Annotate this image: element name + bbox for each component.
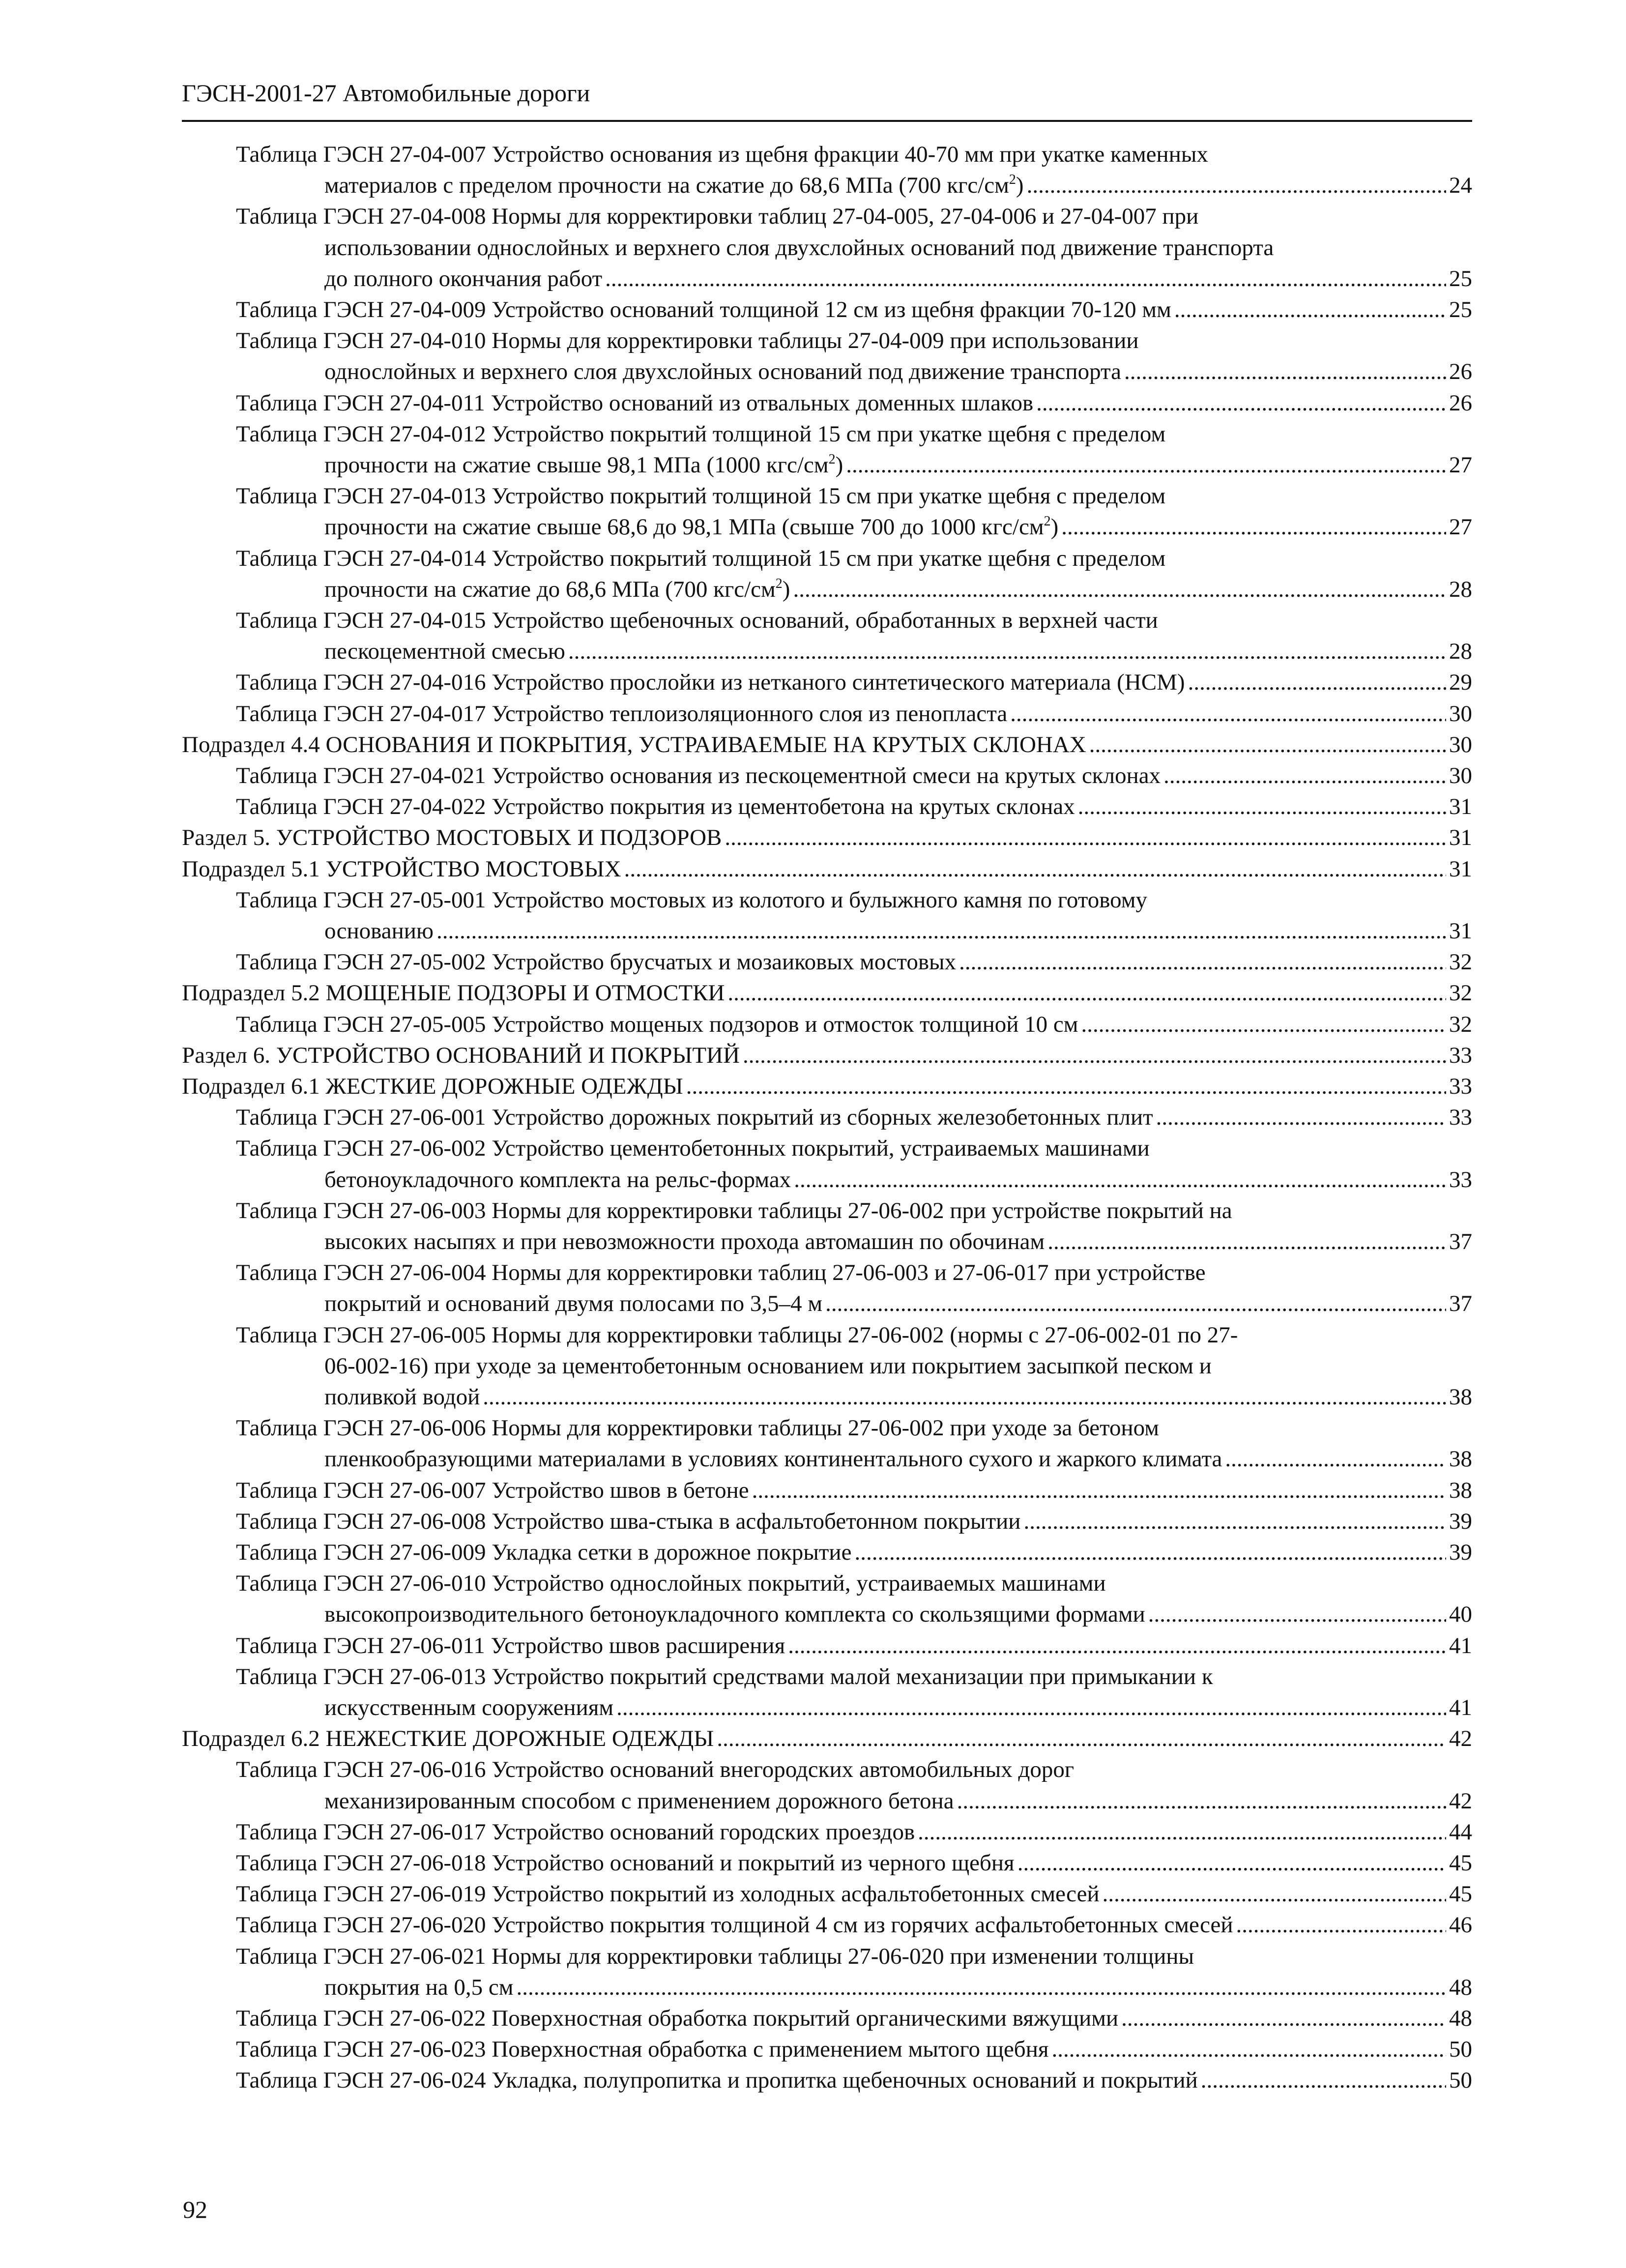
toc-page-number: 50 <box>1449 2067 1472 2094</box>
toc-page-number: 26 <box>1449 390 1472 416</box>
dot-leader <box>854 1539 1446 1566</box>
toc-entry-line <box>236 793 1472 823</box>
toc-entry-text: Таблица ГЭСН 27-06-023 Поверхностная обработка с применением мытого щебня <box>236 2036 1049 2063</box>
toc-entry-line <box>324 1788 1472 1817</box>
toc-entry-text: Таблица ГЭСН 27-06-016 Устройство оснований внегородских автомобильных дорог <box>236 1757 1074 1783</box>
toc-entry-text: Таблица ГЭСН 27-04-015 Устройство щебеночных оснований, обработанных в верхней части <box>236 608 1158 633</box>
toc-page-number: 27 <box>1449 514 1472 540</box>
toc-entry-line <box>324 576 1472 606</box>
dot-leader <box>743 1042 1446 1069</box>
toc-page-number: 39 <box>1449 1540 1472 1565</box>
toc-entry-line <box>324 172 1472 202</box>
toc-page-number: 33 <box>1449 1166 1472 1192</box>
dot-leader <box>959 949 1446 975</box>
toc-entry-text: Таблица ГЭСН 27-04-009 Устройство оснований толщиной 12 см из щебня фракции 70-120 мм <box>236 297 1171 322</box>
dot-leader <box>1174 296 1446 323</box>
toc-entry-text: использовании однослойных и верхнего слоя двухслойных оснований под движение транспорта <box>324 234 1274 261</box>
toc-page-number: 32 <box>1449 1011 1472 1037</box>
toc-entry-text: Таблица ГЭСН 27-06-021 Нормы для корректировки таблицы 27-06-020 при изменении толщины <box>236 1943 1194 1969</box>
dot-leader <box>1078 793 1446 820</box>
toc-entry-text: бетоноукладочного комплекта на рельс-формах <box>324 1166 791 1192</box>
toc-entry-text: Подраздел 5.1 УСТРОЙСТВО МОСТОВЫХ <box>182 856 621 882</box>
toc-entry-text: Таблица ГЭСН 27-04-021 Устройство основания из пескоцементной смеси на крутых склонах <box>236 763 1161 788</box>
toc-entry-text: основанию <box>324 918 434 944</box>
toc-entry-line <box>182 856 1472 885</box>
dot-leader <box>616 1694 1446 1721</box>
dot-leader <box>1103 1881 1446 1907</box>
toc-entry-text: Подраздел 6.2 НЕЖЕСТКИЕ ДОРОЖНЫЕ ОДЕЖДЫ <box>182 1726 714 1752</box>
dot-leader <box>436 918 1446 944</box>
dot-leader <box>1156 1104 1446 1131</box>
dot-leader <box>1023 1508 1446 1535</box>
dot-leader <box>1124 358 1446 385</box>
toc-entry-text: Таблица ГЭСН 27-04-022 Устройство покрытия из цементобетона на крутых склонах <box>236 794 1075 820</box>
toc-entry-text: искусственным сооружениям <box>324 1694 614 1720</box>
toc-page-number: 38 <box>1449 1446 1472 1472</box>
toc-entry-text: Таблица ГЭСН 27-06-008 Устройство шва-стыка в асфальтобетонном покрытии <box>236 1508 1021 1534</box>
toc-entry-text: Таблица ГЭСН 27-06-019 Устройство покрытий из холодных асфальтобетонных смесей <box>236 1881 1100 1907</box>
toc-page-number: 24 <box>1449 173 1472 199</box>
toc-entry-line <box>236 1104 1472 1134</box>
toc-page-number: 27 <box>1449 452 1472 478</box>
toc-entry-text: Таблица ГЭСН 27-04-008 Нормы для корректировки таблиц 27-04-005, 27-04-006 и 27-04-007 при <box>236 204 1199 230</box>
toc-entry-line <box>236 1011 1472 1041</box>
toc-entry-line <box>236 762 1472 792</box>
toc-page-number: 30 <box>1449 700 1472 727</box>
toc-page-number: 32 <box>1449 980 1472 1006</box>
toc-entry-text: материалов с пределом прочности на сжатие до 68,6 МПа (700 кгс/$см^2$) <box>324 172 1024 199</box>
toc-entry-text: Таблица ГЭСН 27-06-011 Устройство швов расширения <box>236 1632 785 1658</box>
toc-entry-line <box>324 452 1472 481</box>
toc-entry-line <box>236 1850 1472 1879</box>
dot-leader <box>686 1073 1446 1100</box>
toc-entry-text: Таблица ГЭСН 27-06-005 Нормы для корректировки таблицы 27-06-002 (нормы с 27-06-002-01 по 27- <box>236 1322 1238 1348</box>
toc-entry-text: высокопроизводительного бетоноукладочного комплекта со скользящими формами <box>324 1601 1145 1628</box>
toc-entry-line <box>236 1881 1472 1910</box>
dot-leader <box>568 638 1446 665</box>
toc-entry-line <box>324 918 1472 947</box>
toc-page-number: 31 <box>1449 825 1472 851</box>
toc-page-number: 30 <box>1449 763 1472 788</box>
toc-page-number: 48 <box>1449 2006 1472 2031</box>
toc-page-number: 41 <box>1449 1632 1472 1658</box>
dot-leader <box>1081 1011 1446 1038</box>
toc-entry-line <box>236 2067 1472 2096</box>
toc-entry-line <box>236 669 1472 698</box>
dot-leader <box>793 576 1446 603</box>
toc-entry-line <box>236 1539 1472 1569</box>
dot-leader <box>624 856 1446 882</box>
toc-entry-text: покрытий и оснований двумя полосами по 3,5–4 м <box>324 1291 823 1317</box>
toc-page-number: 38 <box>1449 1384 1472 1410</box>
toc-page-number: 25 <box>1449 297 1472 322</box>
toc-entry-text: Подраздел 6.1 ЖЕСТКИЕ ДОРОЖНЫЕ ОДЕЖДЫ <box>182 1074 683 1099</box>
toc-page-number: 39 <box>1449 1508 1472 1534</box>
toc-entry-text: Таблица ГЭСН 27-06-013 Устройство покрытий средствами малой механизации при примыкании к <box>236 1663 1213 1689</box>
dot-leader <box>725 824 1446 851</box>
toc-entry-text: покрытия на 0,5 см <box>324 1974 514 2000</box>
toc-page-number: 29 <box>1449 669 1472 696</box>
toc-entry-text: Таблица ГЭСН 27-06-006 Нормы для корректировки таблицы 27-06-002 при уходе за бетоном <box>236 1415 1160 1441</box>
dot-leader <box>1027 172 1446 199</box>
toc-entry-line <box>182 731 1472 761</box>
toc-entry-text: 06-002-16) при уходе за цементобетонным основанием или покрытием засыпкой песком и <box>324 1353 1212 1379</box>
toc-page-number: 31 <box>1449 794 1472 820</box>
dot-leader <box>605 265 1446 292</box>
toc-entry-text: однослойных и верхнего слоя двухслойных оснований под движение транспорта <box>324 359 1121 385</box>
toc-entry-text: Подраздел 4.4 ОСНОВАНИЯ И ПОКРЫТИЯ, УСТРАИВАЕМЫЕ НА КРУТЫХ СКЛОНАХ <box>182 731 1086 757</box>
toc-entry-text: Таблица ГЭСН 27-06-003 Нормы для корректировки таблицы 27-06-002 при устройстве покрытий на <box>236 1197 1232 1223</box>
toc-entry-line <box>236 700 1472 730</box>
toc-entry-line <box>182 980 1472 1009</box>
dot-leader <box>1201 2067 1446 2094</box>
toc-entry-line <box>236 2005 1472 2035</box>
toc-entry-line <box>236 2036 1472 2065</box>
toc-entry-line <box>236 1912 1472 1941</box>
toc-entry-text: прочности на сжатие свыше 68,6 до 98,1 МПа (свыше 700 до 1000 кгс/$см^2$) <box>324 514 1059 540</box>
toc-page-number: 37 <box>1449 1291 1472 1317</box>
dot-leader <box>1148 1601 1446 1628</box>
toc-entry-text: Таблица ГЭСН 27-05-001 Устройство мостовых из колотого и булыжного камня по готовому <box>236 887 1147 913</box>
dot-leader <box>1089 731 1446 758</box>
toc-page-number: 31 <box>1449 918 1472 944</box>
toc-entry-line <box>324 358 1472 388</box>
toc-entry-line <box>236 296 1472 326</box>
toc-entry-line <box>324 1384 1472 1413</box>
toc-entry-text: механизированным способом с применением дорожного бетона <box>324 1788 954 1814</box>
toc-entry-line <box>324 265 1472 295</box>
dot-leader <box>752 1477 1446 1504</box>
toc-entry-line <box>324 1446 1472 1475</box>
page-number: 92 <box>183 2196 207 2223</box>
dot-leader <box>1225 1446 1446 1472</box>
toc-page-number: 37 <box>1449 1228 1472 1254</box>
toc-page-number: 33 <box>1449 1042 1472 1068</box>
toc-entry-text: Таблица ГЭСН 27-05-005 Устройство мощеных подзоров и отмосток толщиной 10 см <box>236 1011 1078 1037</box>
dot-leader <box>483 1384 1446 1410</box>
toc-entry-text: Таблица ГЭСН 27-06-022 Поверхностная обработка покрытий органическими вяжущими <box>236 2006 1119 2031</box>
toc-entry-text: Раздел 5. УСТРОЙСТВО МОСТОВЫХ И ПОДЗОРОВ <box>182 825 722 851</box>
toc-page-number: 46 <box>1449 1912 1472 1938</box>
toc-entry-text: прочности на сжатие свыше 98,1 МПа (1000 кгс/$см^2$) <box>324 451 843 478</box>
toc-entry-line <box>324 1694 1472 1724</box>
dot-leader <box>1236 1912 1446 1938</box>
toc-page-number: 44 <box>1449 1819 1472 1845</box>
toc-page-number: 33 <box>1449 1105 1472 1131</box>
toc-entry-line <box>324 1601 1472 1630</box>
header-rule <box>182 120 1472 122</box>
dot-leader <box>517 1974 1447 2001</box>
toc-entry-line <box>182 1042 1472 1072</box>
toc-entry-text: Таблица ГЭСН 27-06-004 Нормы для корректировки таблиц 27-06-003 и 27-06-017 при устройстве <box>236 1260 1206 1286</box>
toc-entry-text: Таблица ГЭСН 27-05-002 Устройство брусчатых и мозаиковых мостовых <box>236 949 957 975</box>
toc-entry-line <box>236 1477 1472 1507</box>
toc-entry-text: поливкой водой <box>324 1384 480 1410</box>
toc-entry-text: Таблица ГЭСН 27-04-017 Устройство теплоизоляционного слоя из пенопласта <box>236 700 1008 727</box>
toc-entry-line <box>236 949 1472 978</box>
toc-entry-line <box>324 1290 1472 1320</box>
toc-entry-line <box>324 638 1472 668</box>
toc-entry-line <box>324 514 1472 543</box>
toc-page-number: 40 <box>1449 1601 1472 1628</box>
toc-entry-line <box>182 824 1472 854</box>
toc-entry-text: Таблица ГЭСН 27-06-018 Устройство оснований и покрытий из черного щебня <box>236 1850 1015 1876</box>
toc-entry-text: до полного окончания работ <box>324 265 603 291</box>
toc-entry-line <box>182 1725 1472 1755</box>
toc-page-number: 33 <box>1449 1074 1472 1099</box>
toc-entry-text: Таблица ГЭСН 27-06-017 Устройство оснований городских проездов <box>236 1819 915 1845</box>
dot-leader <box>1017 1850 1446 1876</box>
toc-page-number: 45 <box>1449 1881 1472 1907</box>
dot-leader <box>957 1788 1446 1814</box>
toc-entry-line <box>236 390 1472 419</box>
toc-entry-text: Таблица ГЭСН 27-06-002 Устройство цементобетонных покрытий, устраиваемых машинами <box>236 1135 1150 1162</box>
toc-entry-text: Таблица ГЭСН 27-04-012 Устройство покрытий толщиной 15 см при укатке щебня с пределом <box>236 421 1166 447</box>
toc-page-number: 41 <box>1449 1694 1472 1720</box>
toc-entry-text: Таблица ГЭСН 27-06-020 Устройство покрытия толщиной 4 см из горячих асфальтобетонных смесей <box>236 1912 1233 1938</box>
toc-entry-line <box>324 1974 1472 2004</box>
toc-entry-text: Таблица ГЭСН 27-06-009 Укладка сетки в дорожное покрытие <box>236 1540 852 1565</box>
toc-entry-line <box>236 1819 1472 1848</box>
toc-page-number: 28 <box>1449 639 1472 665</box>
toc-entry-text: высоких насыпях и при невозможности прохода автомашин по обочинам <box>324 1228 1045 1254</box>
dot-leader <box>794 1166 1446 1193</box>
toc-entry-text: Таблица ГЭСН 27-06-007 Устройство швов в бетоне <box>236 1477 749 1503</box>
toc-entry-line <box>236 1508 1472 1538</box>
toc-entry-text: Таблица ГЭСН 27-04-013 Устройство покрытий толщиной 15 см при укатке щебня с пределом <box>236 483 1166 509</box>
dot-leader <box>1061 514 1446 540</box>
toc-entry-text: Таблица ГЭСН 27-06-010 Устройство однослойных покрытий, устраиваемых машинами <box>236 1570 1106 1597</box>
toc-entry-text: пескоцементной смесью <box>324 639 565 665</box>
toc-page-number: 30 <box>1449 731 1472 757</box>
toc-entry-text: Таблица ГЭСН 27-06-001 Устройство дорожных покрытий из сборных железобетонных плит <box>236 1105 1153 1131</box>
dot-leader <box>1188 669 1446 696</box>
dot-leader <box>1163 762 1446 789</box>
toc-entry-line <box>324 1228 1472 1258</box>
toc-entry-text: Таблица ГЭСН 27-04-014 Устройство покрытий толщиной 15 см при укатке щебня с пределом <box>236 545 1166 571</box>
toc-page-number: 25 <box>1449 265 1472 291</box>
toc-entry-text: Таблица ГЭСН 27-04-007 Устройство основания из щебня фракции 40-70 мм при укатке каменных <box>236 142 1208 167</box>
toc-entry-text: Таблица ГЭСН 27-04-011 Устройство оснований из отвальных доменных шлаков <box>236 390 1034 416</box>
toc-entry-text: пленкообразующими материалами в условиях континентального сухого и жаркого климата <box>324 1446 1222 1472</box>
dot-leader <box>1047 1228 1446 1255</box>
toc-page-number: 45 <box>1449 1850 1472 1876</box>
dot-leader <box>846 452 1446 478</box>
toc-entry-text: Подраздел 5.2 МОЩЕНЫЕ ПОДЗОРЫ И ОТМОСТКИ <box>182 980 725 1006</box>
dot-leader <box>825 1290 1446 1317</box>
toc-entry-text: Раздел 6. УСТРОЙСТВО ОСНОВАНИЙ И ПОКРЫТИЙ <box>182 1042 740 1068</box>
toc-entry-line <box>324 1166 1472 1196</box>
toc-page-number: 42 <box>1449 1788 1472 1814</box>
toc-page-number: 50 <box>1449 2036 1472 2063</box>
toc-page-number: 42 <box>1449 1726 1472 1752</box>
dot-leader <box>1121 2005 1446 2032</box>
toc-page-number: 31 <box>1449 856 1472 882</box>
toc-entry-line <box>236 1632 1472 1662</box>
dot-leader <box>788 1632 1446 1659</box>
toc-entry-text: Таблица ГЭСН 27-06-024 Укладка, полупропитка и пропитка щебеночных оснований и покрытий <box>236 2067 1198 2094</box>
toc-entry-line <box>182 1073 1472 1103</box>
toc-page-number: 28 <box>1449 576 1472 602</box>
dot-leader <box>918 1819 1446 1845</box>
dot-leader <box>727 980 1446 1006</box>
dot-leader <box>1010 700 1446 727</box>
toc-entry-text: Таблица ГЭСН 27-04-010 Нормы для корректировки таблицы 27-04-009 при использовании <box>236 328 1139 354</box>
toc-page-number: 32 <box>1449 949 1472 975</box>
dot-leader <box>717 1725 1446 1752</box>
toc-page-number: 48 <box>1449 1974 1472 2000</box>
dot-leader <box>1036 390 1446 416</box>
toc-page-number: 26 <box>1449 359 1472 385</box>
running-header: ГЭСН-2001-27 Автомобильные дороги <box>182 79 590 107</box>
toc-entry-text: Таблица ГЭСН 27-04-016 Устройство прослойки из нетканого синтетического материала (НСМ) <box>236 669 1185 696</box>
toc-entry-text: прочности на сжатие до 68,6 МПа (700 кгс/$см^2$) <box>324 576 790 602</box>
toc-page-number: 38 <box>1449 1477 1472 1503</box>
dot-leader <box>1052 2036 1447 2063</box>
